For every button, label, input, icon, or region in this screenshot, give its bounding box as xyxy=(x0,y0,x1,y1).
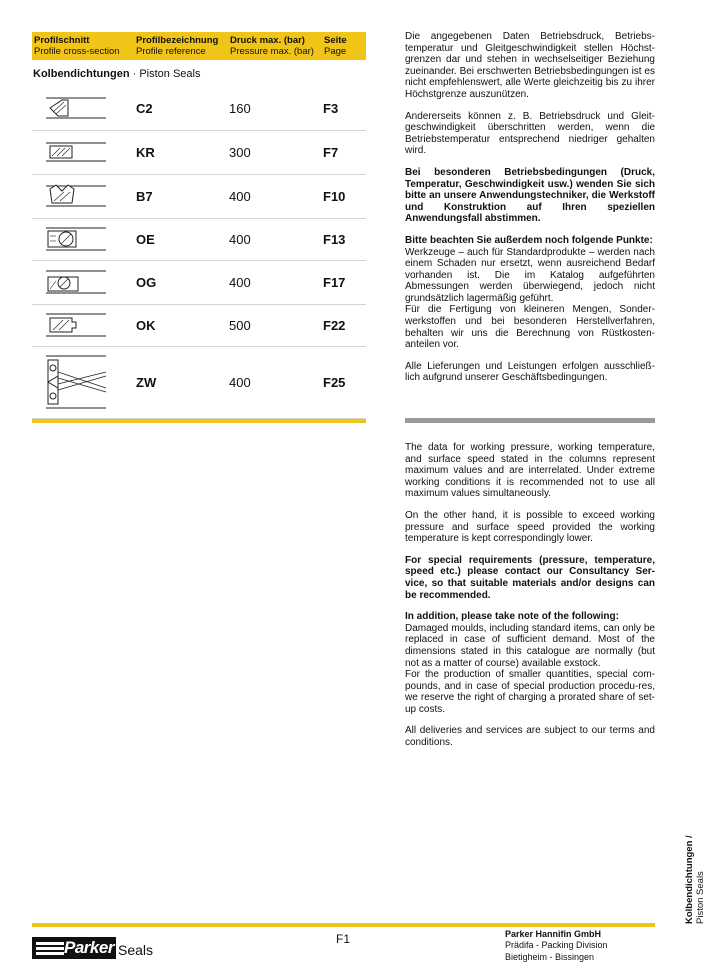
side-label-en: Piston Seals xyxy=(695,871,706,924)
logo-stripe xyxy=(36,942,64,945)
table-bottom-rule xyxy=(32,419,366,423)
header-pressure-en: Pressure max. (bar) xyxy=(230,46,314,57)
page-reference[interactable]: F10 xyxy=(323,189,346,204)
header-page-en: Page xyxy=(324,46,347,57)
og-profile-icon xyxy=(44,267,108,297)
german-paragraph: Die angegebenen Daten Betriebsdruck, Betriebs-temperatur und Gleitgeschwindigkeit stellen Höchst-grenzen dar und stehen in wechselseitiger Beziehung zueinander. Bei erschwerten Betriebsbedingungen ist es nicht empfehlenswert, alle Werte gleichzeitig bis zu ihrer Höchstgrenze auszunützen. xyxy=(405,31,655,100)
profile-reference: B7 xyxy=(136,189,153,204)
page-number: F1 xyxy=(336,932,351,946)
company-division: Prädifa - Packing Division xyxy=(505,940,608,951)
table-row xyxy=(32,130,366,175)
profile-reference: KR xyxy=(136,145,155,160)
pressure-value: 400 xyxy=(229,189,251,204)
header-page xyxy=(324,35,347,57)
german-paragraph-bold: Bei besonderen Betriebsbedingungen (Druck, Temperatur, Geschwindigkeit usw.) wenden Sie sich bitte an unsere Anwendungstechniker, die Werkstoff und Konstruktion auf Ihren speziellen Anwendungsfall abstimmen. xyxy=(405,166,655,225)
table-row xyxy=(32,304,366,347)
zw-profile-icon xyxy=(44,352,108,412)
oe-profile-icon xyxy=(44,224,108,254)
english-paragraph-bold: For special requirements (pressure, temperature, speed etc.) please contact our Consultancy Ser-vice, so that suitable materials and/or designs can be recommended. xyxy=(405,554,655,601)
table-row xyxy=(32,346,366,419)
logo-stripe xyxy=(36,952,64,955)
table-row xyxy=(32,86,366,131)
english-paragraph: On the other hand, it is possible to exceed working pressure and surface speed provided the working temperature is kept correspondingly lower. xyxy=(405,509,655,545)
english-text-block xyxy=(405,442,655,759)
logo-suffix: Seals xyxy=(118,942,154,958)
english-paragraph: The data for working pressure, working temperature, and surface speed stated in the columns represent maximum values and are interrelated. Under extreme working conditions it is recommended not to use all maximum values simultaneously. xyxy=(405,442,655,500)
company-location: Bietigheim - Bissingen xyxy=(505,951,595,962)
section-title xyxy=(33,68,200,80)
section-divider xyxy=(405,418,655,423)
logo-stripe xyxy=(36,947,64,950)
ok-profile-icon xyxy=(44,310,108,340)
header-pressure-de: Druck max. (bar) xyxy=(230,35,305,46)
english-paragraph: For the production of smaller quantities, special com-pounds, and in case of special production procedu-res, we reserve the right of charging a prorated share of set-up costs. xyxy=(405,669,655,715)
header-page-de: Seite xyxy=(324,35,347,46)
pressure-value: 160 xyxy=(229,101,251,116)
profile-reference: OE xyxy=(136,232,155,247)
profile-reference: ZW xyxy=(136,375,157,390)
pressure-value: 300 xyxy=(229,145,251,160)
pressure-value: 500 xyxy=(229,318,251,333)
profile-reference: OG xyxy=(136,275,157,290)
table-row xyxy=(32,174,366,219)
german-paragraph: Werkzeuge – auch für Standardprodukte – werden nach einem Schaden nur ersetzt, wenn ausreichend Bedarf vorhanden ist. Die im Katalog aufgeführten Abmessungen werden überwiegend, jedoch nicht grundsätzlich lagermäßig geführt. xyxy=(405,246,655,304)
parker-logo-box xyxy=(32,937,116,959)
pressure-value: 400 xyxy=(229,232,251,247)
german-paragraph: Alle Lieferungen und Leistungen erfolgen ausschließ-lich aufgrund unserer Geschäftsbedingungen. xyxy=(405,360,655,384)
page-reference[interactable]: F13 xyxy=(323,232,346,247)
header-profile-reference-en: Profile reference xyxy=(136,46,206,57)
profile-reference: OK xyxy=(136,318,156,333)
header-cross-section xyxy=(34,35,120,57)
german-notes-heading: Bitte beachten Sie außerdem noch folgende Punkte: xyxy=(405,234,653,246)
german-paragraph: Für die Fertigung von kleineren Mengen, Sonder-werkstoffen und bei besonderen Herstellverfahren, behalten wir uns die Berechnung von Rüstkosten-anteilen vor. xyxy=(405,304,655,351)
header-pressure xyxy=(230,35,314,57)
pressure-value: 400 xyxy=(229,375,251,390)
german-paragraph: Andererseits können z. B. Betriebsdruck und Gleit-geschwindigkeit überschritten werden, wenn die Betriebstemperatur entsprechend niedriger gehalten wird. xyxy=(405,110,655,157)
header-cross-section-en: Profile cross-section xyxy=(34,46,120,57)
page-reference[interactable]: F3 xyxy=(323,101,339,116)
b7-profile-icon xyxy=(44,181,108,211)
company-name: Parker Hannifin GmbH xyxy=(505,929,602,939)
page-reference[interactable]: F17 xyxy=(323,275,346,290)
section-title-de: Kolbendichtungen xyxy=(33,68,130,80)
german-text-block xyxy=(405,31,655,394)
english-paragraph: Damaged moulds, including standard items, can only be replaced in case of sufficient demand. Most of the dimensions stated in this catalogue are normally (but not as a matter of course) available exstock. xyxy=(405,622,655,669)
table-row xyxy=(32,260,366,305)
footer-rule xyxy=(32,923,655,927)
table-row xyxy=(32,218,366,261)
section-title-en: Piston Seals xyxy=(139,68,201,80)
section-title-sep: · xyxy=(129,68,140,80)
side-section-label xyxy=(684,835,714,924)
c2-profile-icon xyxy=(44,94,108,122)
header-profile-reference-de: Profilbezeichnung xyxy=(136,35,219,46)
page-reference[interactable]: F25 xyxy=(323,375,346,390)
parker-logo xyxy=(32,937,162,961)
page-reference[interactable]: F22 xyxy=(323,318,346,333)
company-info xyxy=(505,929,608,963)
header-cross-section-de: Profilschnitt xyxy=(34,35,90,46)
english-paragraph: All deliveries and services are subject to our terms and conditions. xyxy=(405,725,655,749)
header-profile-reference xyxy=(136,35,218,57)
pressure-value: 400 xyxy=(229,275,251,290)
profile-reference: C2 xyxy=(136,101,153,116)
table-header xyxy=(32,32,366,60)
english-notes-heading: In addition, please take note of the following: xyxy=(405,611,619,623)
logo-wordmark: Parker xyxy=(64,938,114,957)
page-reference[interactable]: F7 xyxy=(323,145,339,160)
kr-profile-icon xyxy=(44,138,108,166)
side-label-de: Kolbendichtungen / xyxy=(684,835,695,924)
